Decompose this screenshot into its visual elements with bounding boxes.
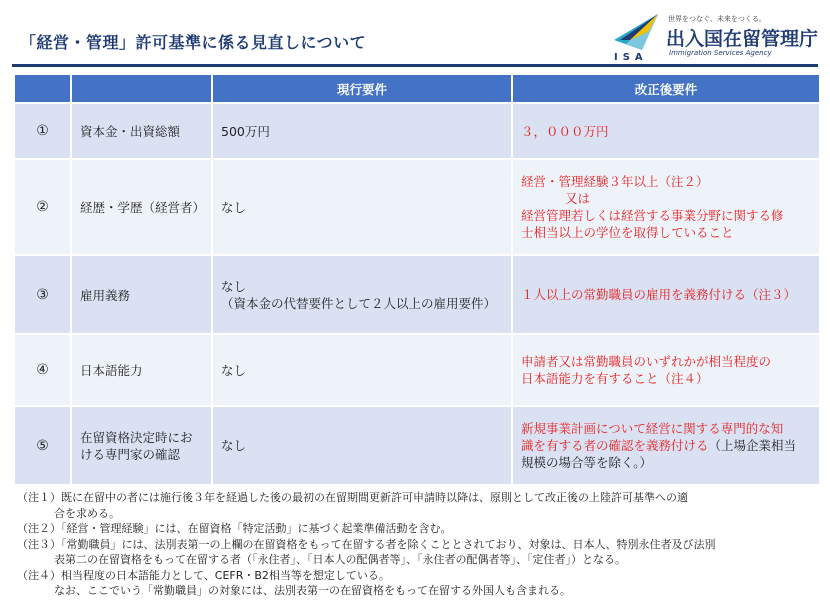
table-row: [14, 103, 820, 159]
row-number: ②: [14, 159, 71, 255]
row-item: 在留資格決定時にお ける専門家の確認: [71, 406, 212, 485]
row-current: 500万円: [212, 103, 512, 159]
note-3-cont: 表第二の在留資格をもって在留する者（「永住者」、「日本人の配偶者等」、「永住者の配偶者等」、「定住者」）となる。: [54, 553, 626, 566]
row-number: ③: [14, 255, 71, 334]
row-current: なし: [212, 406, 512, 485]
logo-name: 出入国在留管理庁: [666, 28, 819, 50]
page-title: 「経営・管理」許可基準に係る見直しについて: [20, 33, 367, 52]
footnotes: [17, 490, 817, 599]
note-4: （注４）相当程度の日本語能力として、CEFR・B2相当等を想定している。: [17, 568, 390, 582]
logo-abbr: ISA: [614, 52, 648, 63]
logo-english: Immigration Services Agency: [669, 49, 772, 57]
note-2: （注２）「経営・管理経験」には、在留資格「特定活動」に基づく起業準備活動を含む。: [17, 522, 452, 535]
header-item: [71, 74, 212, 103]
row-revised: １人以上の常勤職員の雇用を義務付ける（注３）: [512, 255, 820, 334]
row-current: なし: [212, 159, 512, 255]
table-row: [14, 255, 820, 334]
logo-tagline: 世界をつなぐ、未来をつくる。: [668, 15, 766, 23]
row-revised: 申請者又は常勤職員のいずれかが相当程度の 日本語能力を有すること（注４）: [512, 334, 820, 406]
row-item: 日本語能力: [71, 334, 212, 406]
table-row: [14, 406, 820, 485]
table-header-row: [14, 74, 820, 103]
row-item: 雇用義務: [71, 255, 212, 334]
note-1-cont: 合を求める。: [54, 506, 120, 520]
row-number: ⑤: [14, 406, 71, 485]
row-revised: ３，０００万円: [512, 103, 820, 159]
note-1: （注１）既に在留中の者には施行後３年を経過した後の最初の在留期間更新許可申請時以降は、原則として改正後の上陸許可基準への適: [17, 491, 688, 504]
row-number: ④: [14, 334, 71, 406]
row-revised: 新規事業計画について経営に関する専門的な知 識を有する者の確認を義務付ける（上場企業相当 規模の場合等を除く。）: [512, 406, 820, 485]
header-rule: [12, 64, 818, 67]
agency-logo: [612, 10, 822, 62]
note-3: （注３）「常勤職員」には、法別表第一の上欄の在留資格をもって在留する者を除くこととされており、対象は、日本人、特別永住者及び法別: [17, 537, 716, 551]
header-num: [14, 74, 71, 103]
row-item: 資本金・出資総額: [71, 103, 212, 159]
row-number: ①: [14, 103, 71, 159]
table-row: [14, 334, 820, 406]
header-current: 現行要件: [212, 74, 512, 103]
row-current: なし （資本金の代替要件として２人以上の雇用要件）: [212, 255, 512, 334]
header-revised: 改正後要件: [512, 74, 820, 103]
row-current: なし: [212, 334, 512, 406]
note-4-cont: なお、ここでいう「常勤職員」の対象には、法別表第一の在留資格をもって在留する外国人も含まれる。: [54, 584, 571, 597]
table-row: [14, 159, 820, 255]
row-item: 経歴・学歴（経営者）: [71, 159, 212, 255]
comparison-table: [13, 73, 821, 486]
row-revised: 経営・管理経験３年以上（注２） 又は 経営管理若しくは経営する事業分野に関する修 士相当以上の学位を取得していること: [512, 159, 820, 255]
isa-logo-icon: [612, 10, 660, 56]
